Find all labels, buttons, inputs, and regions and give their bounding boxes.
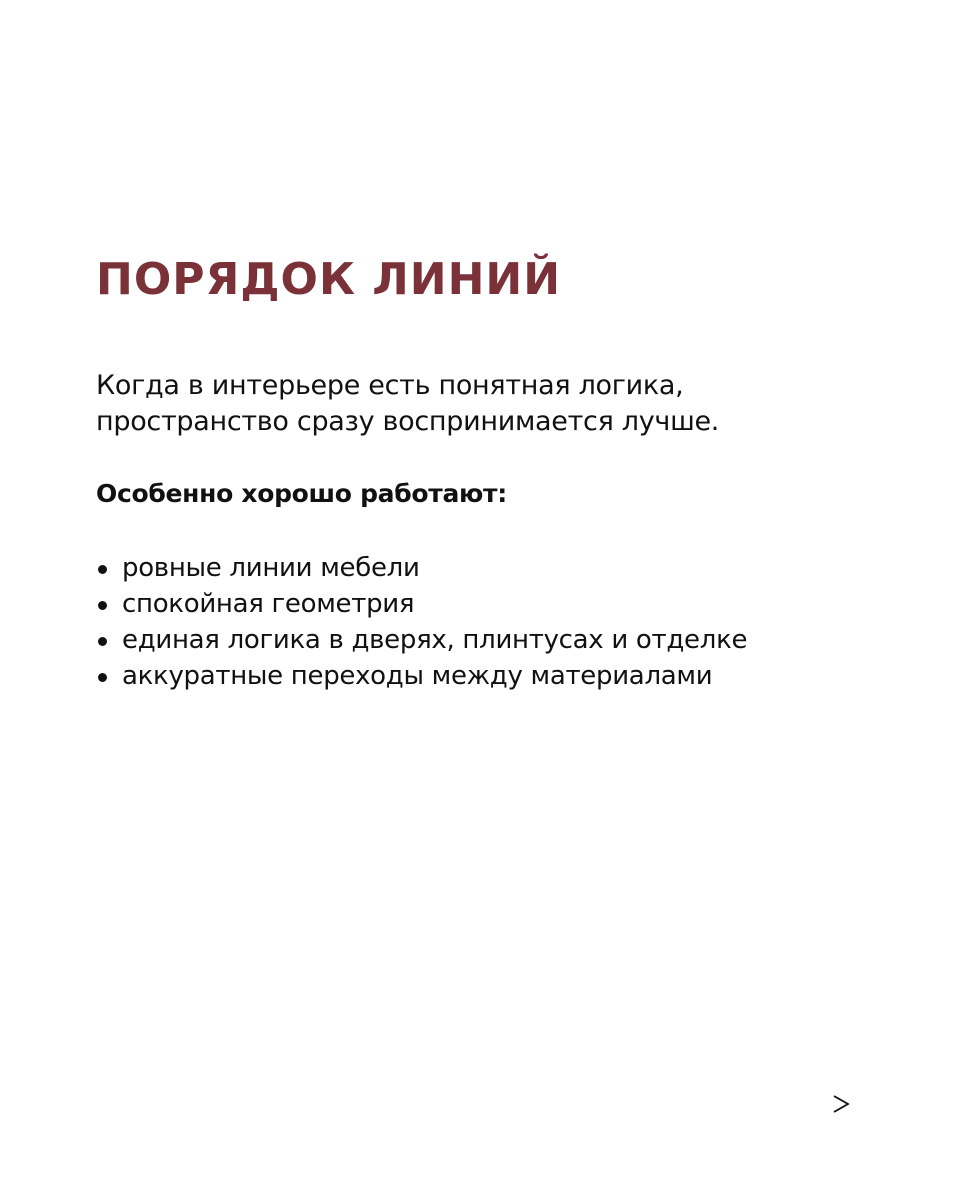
list-item	[96, 658, 896, 694]
intro-line: пространство сразу воспринимается лучше.	[96, 406, 720, 437]
intro-line: Когда в интерьере есть понятная логика,	[96, 370, 684, 401]
list-item-text: аккуратные переходы между материалами	[122, 661, 713, 691]
bullet-icon	[98, 673, 107, 682]
bullet-icon	[98, 637, 107, 646]
intro-text	[96, 368, 896, 440]
slide-content	[96, 252, 896, 694]
bullet-list	[96, 550, 896, 694]
list-item-text: единая логика в дверях, плинтусах и отделке	[122, 625, 748, 655]
list-item	[96, 550, 896, 586]
list-item-text: ровные линии мебели	[122, 553, 420, 583]
subheading: Особенно хорошо работают:	[96, 479, 507, 508]
arrow-right-icon[interactable]	[626, 1092, 852, 1116]
bullet-icon	[98, 565, 107, 574]
list-item	[96, 622, 896, 658]
bullet-icon	[98, 601, 107, 610]
list-item	[96, 586, 896, 622]
page-title: ПОРЯДОК ЛИНИЙ	[96, 254, 562, 305]
list-item-text: спокойная геометрия	[122, 589, 415, 619]
